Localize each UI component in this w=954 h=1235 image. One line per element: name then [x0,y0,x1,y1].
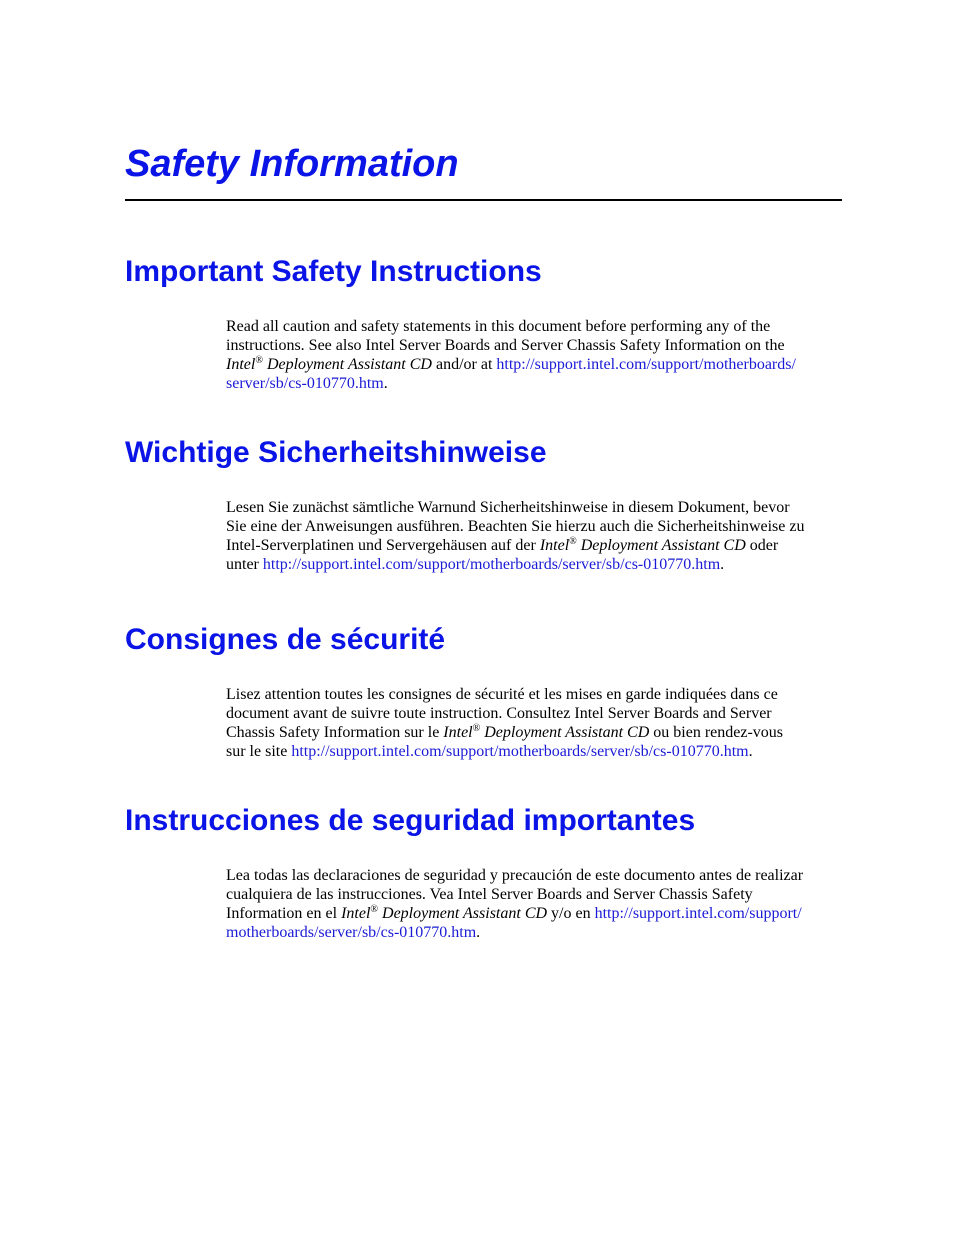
body-text: oder [745,537,779,554]
product-name-cd: Deployment Assistant CD [378,905,548,922]
body-line [226,536,846,555]
body-line [226,355,846,374]
section-heading-french: Consignes de sécurité [125,623,446,656]
section-body-german [226,498,846,574]
product-name-intel: Intel [539,537,570,554]
body-line [226,904,846,923]
support-link[interactable]: http://support.intel.com/support/motherboards/server/sb/cs-010770.htm [291,743,749,760]
body-line: Lea todas las declaraciones de seguridad y precaución de este documento antes de realizar [226,867,804,884]
product-name-cd: Deployment Assistant CD [262,356,432,373]
section-body-english [226,317,846,393]
body-line: document avant de suivre toute instruction. Consultez Intel Server Boards and Server [226,705,772,722]
body-text: Intel-Serverplatinen und Servergehäusen auf der [226,537,540,554]
body-line [226,742,846,761]
body-line [226,374,846,393]
registered-mark: ® [370,904,379,915]
body-line [226,555,846,574]
body-line: Read all caution and safety statements in this document before performing any of the [226,318,771,335]
support-link-continued[interactable]: motherboards/server/sb/cs-010770.htm [226,924,477,941]
registered-mark: ® [569,536,577,547]
body-text: y/o en [547,905,595,922]
chapter-title: Safety Information [125,143,459,185]
body-text: . [748,743,753,760]
body-text: unter [226,556,263,573]
body-text: sur le site [226,743,292,760]
product-name-intel: Intel [226,356,256,373]
body-text: . [720,556,725,573]
body-text: . [476,924,481,941]
body-line: Sie eine der Anweisungen ausführen. Beachten Sie hierzu auch die Sicherheitshinweise zu [226,518,805,535]
support-link[interactable]: http://support.intel.com/support/ [594,905,802,922]
section-body-french [226,685,846,761]
product-name-cd: Deployment Assistant CD [576,537,746,554]
product-name-cd: Deployment Assistant CD [480,724,650,741]
body-text: ou bien rendez-vous [649,724,783,741]
body-text: Chassis Safety Information sur le [226,724,444,741]
body-line [226,723,846,742]
registered-mark: ® [255,355,263,366]
body-line: Lesen Sie zunächst sämtliche Warnund Sicherheitshinweise in diesem Dokument, bevor [226,499,790,516]
support-link[interactable]: http://support.intel.com/support/motherboards/server/sb/cs-010770.htm [262,556,721,573]
section-heading-german: Wichtige Sicherheitshinweise [125,436,547,469]
body-line: instructions. See also Intel Server Boards and Server Chassis Safety Information on the [226,337,785,354]
product-name-intel: Intel [341,905,371,922]
body-text: and/or at [431,356,497,373]
section-heading-english: Important Safety Instructions [125,255,542,288]
body-text: . [383,375,388,392]
support-link[interactable]: http://support.intel.com/support/motherboards/ [496,356,796,373]
body-line [226,923,846,942]
body-text: Information en el [226,905,342,922]
body-line: Lisez attention toutes les consignes de sécurité et les mises en garde indiquées dans ce [226,686,778,703]
product-name-intel: Intel [443,724,473,741]
section-heading-spanish: Instrucciones de seguridad importantes [125,804,696,837]
section-body-spanish [226,866,846,942]
body-line: cualquiera de las instrucciones. Vea Intel Server Boards and Server Chassis Safety [226,886,753,903]
support-link-continued[interactable]: server/sb/cs-010770.htm [226,375,384,392]
title-rule [125,199,842,201]
registered-mark: ® [472,723,481,734]
